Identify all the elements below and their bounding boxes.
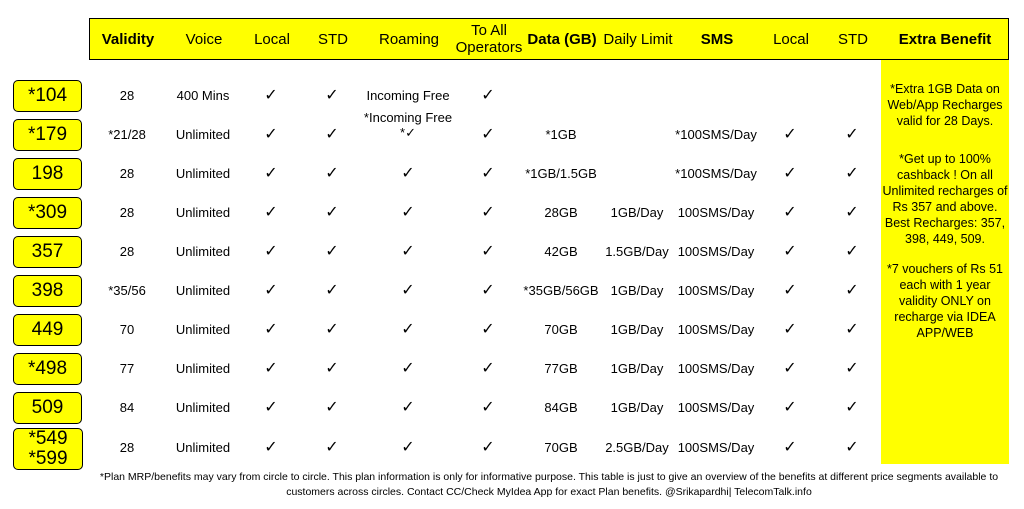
cell-std: ✓ [325,165,339,182]
cell-sms-std: ✓ [845,204,859,221]
cell-std: ✓ [325,399,339,416]
header-roaming: Roaming [378,30,440,48]
cell-voice: Unlimited [175,399,231,415]
cell-data: 28GB [544,204,578,220]
cell-sms-local: ✓ [783,399,797,416]
cell-voice: Unlimited [175,204,231,220]
cell-roaming: ✓ [401,243,415,260]
cell-sms-std: ✓ [845,360,859,377]
cell-sms-std: ✓ [845,439,859,456]
header-extra-benefit: Extra Benefit [898,30,992,48]
cell-std: ✓ [325,439,339,456]
cell-roaming: *Incoming Free *✓ [363,110,453,140]
header-daily-limit: Daily Limit [603,30,673,48]
cell-local: ✓ [264,204,278,221]
cell-all-ops: ✓ [481,282,495,299]
cell-sms [675,82,757,108]
plan-price-badge: *549 *599 [13,428,83,470]
extra-benefit-panel [881,60,1009,464]
cell-sms-std: ✓ [845,243,859,260]
header-local: Local [254,30,290,48]
cell-std: ✓ [325,87,339,104]
cell-all-ops: ✓ [481,204,495,221]
cell-roaming: ✓ [401,204,415,221]
cell-sms: 100SMS/Day [677,243,755,259]
cell-validity: 28 [119,243,135,259]
cell-std: ✓ [325,282,339,299]
cell-voice: Unlimited [175,360,231,376]
cell-local: ✓ [264,87,278,104]
cell-roaming: ✓ [401,360,415,377]
cell-sms-local: ✓ [783,321,797,338]
cell-sms: 100SMS/Day [677,204,755,220]
cell-sms: *100SMS/Day [675,165,757,181]
cell-data: 77GB [544,360,578,376]
benefit-vouchers: *7 vouchers of Rs 51 each with 1 year validity ONLY on recharge via IDEA APP/WEB [886,262,1004,340]
cell-sms-local: ✓ [783,165,797,182]
cell-local: ✓ [264,282,278,299]
cell-all-ops: ✓ [481,243,495,260]
cell-validity: *35/56 [108,282,146,298]
cell-local: ✓ [264,321,278,338]
cell-local: ✓ [264,243,278,260]
cell-validity: 28 [119,204,135,220]
header-voice: Voice [185,30,223,48]
plan-price-badge: *309 [13,197,82,229]
cell-data: 70GB [544,321,578,337]
cell-local: ✓ [264,399,278,416]
cell-sms-std: ✓ [845,165,859,182]
cell-sms-local: ✓ [783,243,797,260]
plan-price-badge: 449 [13,314,82,346]
cell-daily [599,121,675,147]
cell-std: ✓ [325,360,339,377]
cell-sms: 100SMS/Day [677,282,755,298]
cell-local: ✓ [264,165,278,182]
header-validity: Validity [101,30,155,48]
cell-daily: 1GB/Day [610,321,664,337]
cell-sms: *100SMS/Day [675,126,757,142]
cell-daily [599,82,675,108]
cell-sms-std: ✓ [845,399,859,416]
cell-data: *1GB [545,126,577,142]
benefit-extra-data: *Extra 1GB Data on Web/App Recharges valid for 28 Days. [887,82,1003,128]
cell-all-ops: ✓ [481,87,495,104]
cell-daily: 2.5GB/Day [605,439,669,455]
cell-data: 42GB [544,243,578,259]
cell-std: ✓ [325,321,339,338]
cell-data: 84GB [544,399,578,415]
plan-price-badge: *498 [13,353,82,385]
cell-data: *35GB/56GB [523,282,599,298]
cell-sms-std: ✓ [845,126,859,143]
cell-voice: Unlimited [175,321,231,337]
cell-std: ✓ [325,126,339,143]
header-sms-local: Local [773,30,809,48]
cell-voice: 400 Mins [176,87,230,103]
cell-data: 70GB [544,439,578,455]
cell-all-ops: ✓ [481,360,495,377]
cell-std: ✓ [325,204,339,221]
cell-daily: 1GB/Day [610,360,664,376]
cell-validity: 28 [119,439,135,455]
benefit-cashback: *Get up to 100% cashback ! On all Unlimited recharges of Rs 357 and above. Best Recharges: 357, 398, 449, 509. [882,152,1008,246]
header-to-all-operators: To All Operators [455,22,523,56]
header-sms: SMS [700,30,734,48]
cell-sms-std [823,82,881,108]
cell-sms-local [757,82,823,108]
cell-local: ✓ [264,126,278,143]
cell-validity: 28 [119,87,135,103]
cell-sms-local: ✓ [783,439,797,456]
cell-roaming: ✓ [401,165,415,182]
plan-price-badge: *104 [13,80,82,112]
cell-all-ops: ✓ [481,321,495,338]
cell-all-ops: ✓ [481,126,495,143]
cell-daily: 1GB/Day [610,399,664,415]
header-std: STD [318,30,348,48]
cell-roaming: ✓ [401,439,415,456]
cell-local: ✓ [264,439,278,456]
cell-sms: 100SMS/Day [677,439,755,455]
plan-price-badge: 509 [13,392,82,424]
cell-validity: 77 [119,360,135,376]
cell-data: *1GB/1.5GB [525,165,597,181]
plan-price-badge: *179 [13,119,82,151]
cell-roaming: ✓ [401,282,415,299]
header-sms-std: STD [838,30,868,48]
cell-voice: Unlimited [175,282,231,298]
plan-price-badge: 357 [13,236,82,268]
cell-daily: 1GB/Day [610,204,664,220]
header-data: Data (GB) [527,30,597,48]
plan-price-badge: 398 [13,275,82,307]
cell-validity: 84 [119,399,135,415]
cell-voice: Unlimited [175,243,231,259]
cell-validity: 70 [119,321,135,337]
cell-all-ops: ✓ [481,165,495,182]
cell-sms: 100SMS/Day [677,321,755,337]
footer-note: *Plan MRP/benefits may vary from circle to circle. This plan information is only for informative purpose. This table is just to give an overview of the benefits at different price segments available to customers across circles. Contact CC/Check MyIdea App for exact Plan benefits. @Srikapardhi| TelecomTalk.info [99,471,999,498]
cell-daily [599,160,675,186]
cell-sms-local: ✓ [783,204,797,221]
cell-validity: *21/28 [108,126,146,142]
cell-sms-local: ✓ [783,126,797,143]
cell-sms: 100SMS/Day [677,399,755,415]
table-header [89,18,1009,60]
cell-voice: Unlimited [175,439,231,455]
plan-price-badge: 198 [13,158,82,190]
cell-roaming: ✓ [401,399,415,416]
cell-all-ops: ✓ [481,399,495,416]
cell-sms-local: ✓ [783,360,797,377]
cell-voice: Unlimited [175,165,231,181]
cell-daily: 1GB/Day [610,282,664,298]
cell-sms-local: ✓ [783,282,797,299]
cell-local: ✓ [264,360,278,377]
cell-sms-std: ✓ [845,321,859,338]
cell-data [523,82,599,108]
cell-validity: 28 [119,165,135,181]
cell-all-ops: ✓ [481,439,495,456]
cell-std: ✓ [325,243,339,260]
cell-daily: 1.5GB/Day [605,243,669,259]
cell-voice: Unlimited [175,126,231,142]
cell-roaming: ✓ [401,321,415,338]
cell-sms-std: ✓ [845,282,859,299]
cell-sms: 100SMS/Day [677,360,755,376]
cell-roaming: Incoming Free [366,87,450,103]
